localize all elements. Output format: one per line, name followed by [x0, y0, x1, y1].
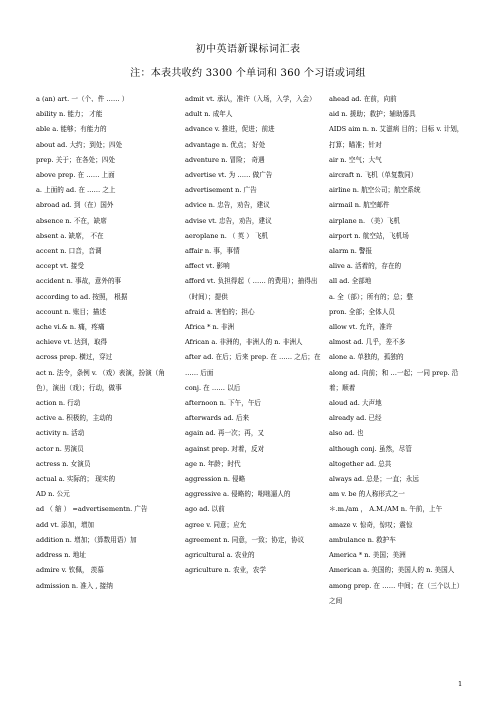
vocab-entry: after ad. 在后；后来 prep. 在 …… 之后；在 …… 后面 [185, 353, 321, 377]
vocab-entry: afterwards ad. 后来 [185, 414, 250, 423]
vocab-entry: almost ad. 几乎，差不多 [329, 338, 406, 347]
vocab-entry: admire v. 钦佩， 羡慕 [36, 566, 104, 575]
vocab-entry: American a. 美国的；美国人的 n. 美国人 [329, 566, 455, 575]
vocab-entry: according to ad. 按照， 根据 [36, 292, 128, 301]
vocab-entry: airplane n. （美）飞机 [329, 216, 401, 225]
vocab-entry: advice n. 忠告，劝告，建议 [185, 201, 270, 210]
vocab-entry: a. 上面的 ad. 在 …… 之上 [36, 186, 116, 195]
vocab-entry: already ad. 已经 [329, 414, 382, 423]
page-number: 1 [458, 680, 463, 688]
vocab-entry: alarm n. 警报 [329, 247, 373, 256]
vocab-entry: ahead ad. 在前，向前 [329, 95, 397, 103]
vocab-entry: act n. 法令，条例 v. （戏）表演，扮演（角色），演出（戏）；行动，做事 [36, 368, 165, 392]
vocab-entry: a (an) art. 一（个、件 …… ） [36, 95, 129, 103]
vocab-entry: agree v. 同意；应允 [185, 520, 247, 529]
vocab-entry: activity n. 活动 [36, 429, 85, 438]
vocab-entry: alone a. 单独的，孤独的 [329, 353, 404, 362]
vocab-entry: all ad. 全部地 [329, 277, 372, 286]
vocab-entry: adult n. 成年人 [185, 110, 233, 119]
vocab-entry: adventure n. 冒险； 奇遇 [185, 155, 265, 164]
vocab-entry: ad （ 缩 ） =advertisementn. 广告 [36, 505, 148, 514]
vocab-entry: abroad ad. 到（在）国外 [36, 201, 114, 210]
vocab-entry: account n. 账目；描述 [36, 307, 106, 316]
page-title: 初中英语新课标词汇表 [195, 44, 301, 55]
vocab-entry: agreement n. 同意，一致；协定，协议 [185, 535, 305, 544]
vocab-column-1 [36, 92, 174, 594]
vocab-entry: actor n. 男演员 [36, 444, 84, 453]
vocab-entry: affect vt. 影响 [185, 262, 230, 271]
vocab-entry: along ad. 向前；和 …一起；一同 prep. 沿着；顺着 [329, 368, 459, 392]
vocab-entry: able a. 能够；有能力的 [36, 125, 107, 134]
vocab-entry: prep. 关于；在各处；四处 [36, 155, 116, 164]
vocab-entry: admit vt. 承认，准许（入场，入学，入会） [185, 95, 316, 103]
vocab-entry: alive a. 活着的，存在的 [329, 262, 402, 271]
vocab-entry: aid n. 援助；救护；辅助器具 [329, 110, 416, 119]
vocab-entry: against prep. 对着，反对 [185, 444, 265, 453]
vocab-entry: affair n. 事，事情 [185, 247, 240, 256]
vocab-entry: advertisement n. 广告 [185, 186, 257, 195]
vocab-entry: admission n. 准入 , 接纳 [36, 581, 113, 590]
vocab-entry: agricultural a. 农业的 [185, 551, 255, 560]
vocab-entry: again ad. 再一次；再，又 [185, 429, 265, 438]
vocab-entry: am v. be 的人称形式之一 [329, 490, 405, 499]
vocab-entry: age n. 年龄；时代 [185, 459, 241, 468]
vocab-entry: across prep. 横过，穿过 [36, 353, 113, 362]
vocab-entry: African a. 非洲的，非洲人的 n. 非洲人 [185, 338, 303, 347]
vocab-entry: ache vi.& n. 痛，疼痛 [36, 323, 105, 332]
vocab-entry: ＊.m./am ， A.M./AM n. 午前，上午 [329, 505, 443, 514]
vocab-entry: afford vt. 负担得起（ …… 的费用）；抽得出（时间）；提供 [185, 277, 318, 301]
vocab-entry: afternoon n. 下午，午后 [185, 399, 262, 408]
vocab-entry: advantage n. 优点； 好处 [185, 140, 266, 149]
vocab-entry: accept vt. 接受 [36, 262, 84, 271]
vocab-entry: also ad. 也 [329, 429, 364, 438]
vocab-entry: amaze v. 惊奇，惊叹；震惊 [329, 520, 413, 529]
vocab-entry: altogether ad. 总共 [329, 459, 392, 468]
vocab-entry: accent n. 口音，音调 [36, 247, 102, 256]
vocab-entry: airmail n. 航空邮件 [329, 201, 390, 210]
vocab-entry: aircraft n. 飞机（单复数同） [329, 171, 418, 180]
vocab-entry: allow vt. 允许，准许 [329, 323, 393, 332]
vocab-entry: AD n. 公元 [36, 490, 70, 499]
vocab-entry: aloud ad. 大声地 [329, 399, 382, 408]
vocab-entry: above prep. 在 …… 上面 [36, 171, 115, 180]
vocab-entry: aggression n. 侵略 [185, 475, 246, 484]
vocab-entry: ability n. 能力； 才能 [36, 110, 103, 119]
vocab-entry: agriculture n. 农业，农学 [185, 566, 266, 575]
vocab-entry: a. 全（部）；所有的；总；整 [329, 292, 413, 301]
vocab-entry: achieve vt. 达到，取得 [36, 338, 108, 347]
vocab-entry: actress n. 女演员 [36, 459, 91, 468]
vocab-entry: aeroplane n. （ 英 ） 飞机 [185, 231, 269, 240]
vocab-entry: aggressive a. 侵略的；咄咄逼人的 [185, 490, 291, 499]
vocab-entry: add vt. 添加，增加 [36, 520, 95, 529]
vocab-entry: accident n. 事故，意外的事 [36, 277, 122, 286]
vocab-entry: afraid a. 害怕的；担心 [185, 307, 255, 316]
vocab-entry: advertise vt. 为 …… 做广告 [185, 171, 273, 180]
vocab-entry: about ad. 大约；到处；四处 [36, 140, 123, 149]
vocab-entry: conj. 在 …… 以后 [185, 383, 241, 392]
vocab-column-3 [329, 92, 467, 609]
vocab-entry: address n. 地址 [36, 551, 86, 560]
vocab-entry: active a. 积极的，主动的 [36, 414, 113, 423]
vocab-entry: advise vt. 忠告，劝告，建议 [185, 216, 272, 225]
vocab-entry: among prep. 在 …… 中间；在（三个以上）之间 [329, 581, 464, 605]
vocab-entry: always ad. 总是；一直；永远 [329, 475, 419, 484]
page-subtitle: 注：本表共收约 3300 个单词和 360 个习语或词组 [130, 68, 366, 79]
vocab-entry: ago ad. 以前 [185, 505, 225, 514]
vocab-entry: advance v. 推进，促进；前进 [185, 125, 275, 134]
vocab-entry: AIDS aim n. n. 艾滋病 目的；目标 v. 计划，打算；瞄准；针对 [329, 125, 464, 149]
vocab-entry: airline n. 航空公司；航空系统 [329, 186, 421, 195]
vocab-entry: although conj. 虽然，尽管 [329, 444, 412, 453]
vocab-entry: action n. 行动 [36, 399, 81, 408]
vocab-entry: America * n. 美国；美洲 [329, 551, 406, 560]
vocab-entry: Africa * n. 非洲 [185, 323, 235, 332]
vocab-entry: addition n. 增加；（算数用语）加 [36, 535, 137, 544]
vocab-entry: ambulance n. 救护车 [329, 535, 396, 544]
vocab-entry: air n. 空气；大气 [329, 155, 382, 164]
vocab-entry: airport n. 航空站，飞机场 [329, 231, 409, 240]
vocab-entry: actual a. 实际的； 现实的 [36, 475, 116, 484]
vocab-entry: pron. 全部；全体人员 [329, 307, 395, 316]
vocab-entry: absence n. 不在，缺席 [36, 216, 107, 225]
vocab-column-2 [185, 92, 323, 579]
vocab-entry: absent a. 缺席， 不在 [36, 231, 104, 240]
